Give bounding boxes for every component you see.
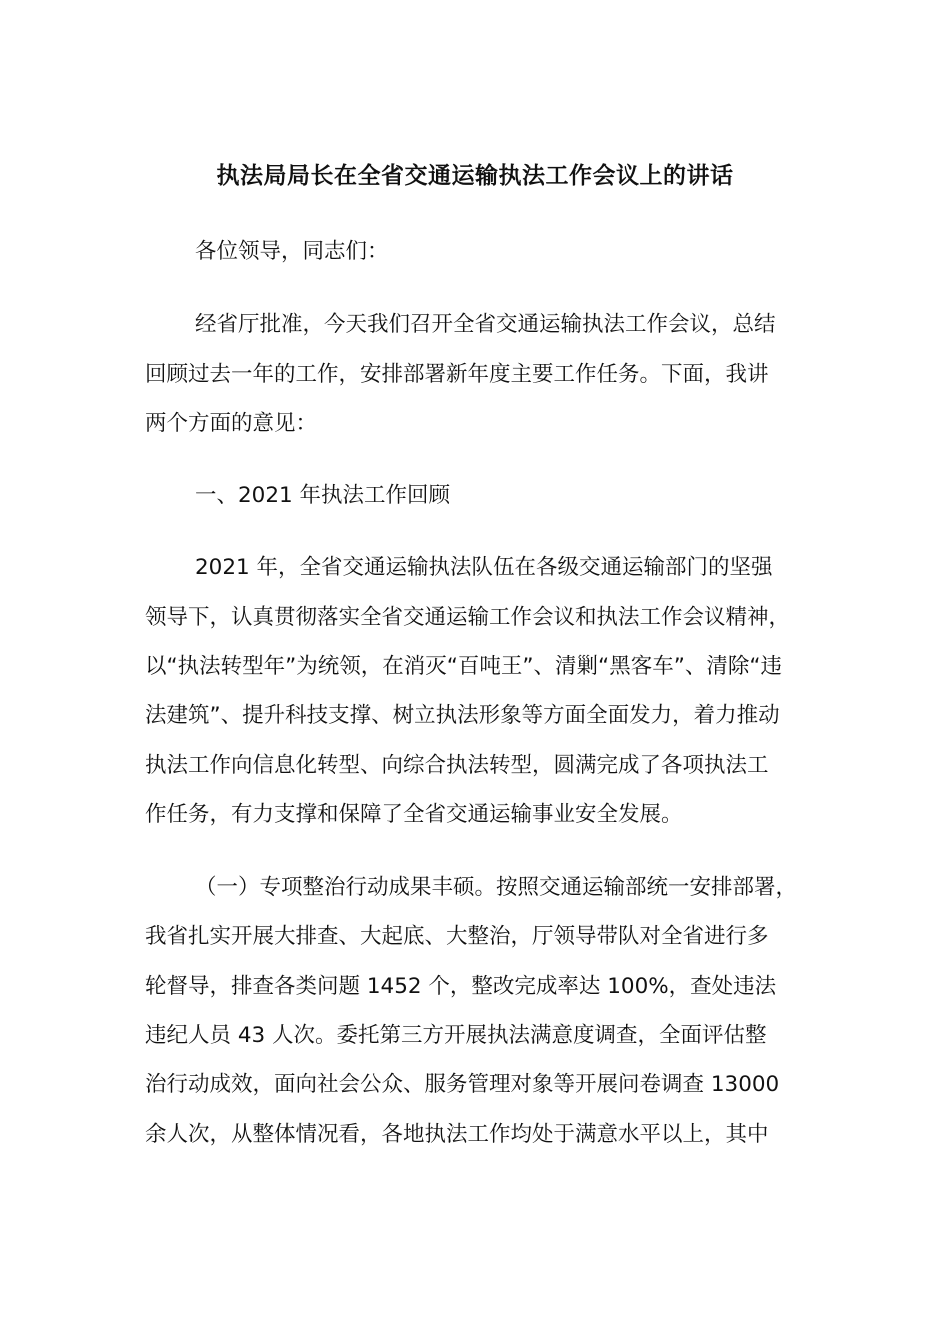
paragraph-line: （一）专项整治行动成果丰硕。按照交通运输部统一安排部署， [195, 875, 798, 900]
paragraph-line: 2021 年，全省交通运输执法队伍在各级交通运输部门的坚强 [195, 555, 773, 580]
document-title: 执法局局长在全省交通运输执法工作会议上的讲话 [216, 163, 734, 189]
paragraph-line: 法建筑”、提升科技支撑、树立执法形象等方面全面发力，着力推动 [145, 703, 780, 728]
section-heading: 一、2021 年执法工作回顾 [195, 483, 451, 508]
paragraph-line: 余人次，从整体情况看，各地执法工作均处于满意水平以上，其中 [145, 1122, 769, 1147]
paragraph-line: 作任务，有力支撑和保障了全省交通运输事业安全发展。 [145, 802, 683, 827]
paragraph-line: 以“执法转型年”为统领，在消灭“百吨王”、清剿“黑客车”、清除“违 [145, 654, 782, 679]
paragraph-line: 违纪人员 43 人次。委托第三方开展执法满意度调查，全面评估整 [145, 1023, 767, 1048]
paragraph-line: 轮督导，排查各类问题 1452 个，整改完成率达 100%，查处违法 [145, 974, 777, 999]
paragraph-line: 回顾过去一年的工作，安排部署新年度主要工作任务。下面，我讲 [145, 362, 769, 387]
paragraph-line: 经省厅批准，今天我们召开全省交通运输执法工作会议，总结 [195, 312, 776, 337]
paragraph-line: 执法工作向信息化转型、向综合执法转型，圆满完成了各项执法工 [145, 753, 769, 778]
paragraph-line: 领导下，认真贯彻落实全省交通运输工作会议和执法工作会议精神， [145, 605, 791, 630]
salutation: 各位领导，同志们： [195, 239, 389, 264]
paragraph-line: 我省扎实开展大排查、大起底、大整治，厅领导带队对全省进行多 [145, 924, 769, 949]
paragraph-line: 治行动成效，面向社会公众、服务管理对象等开展问卷调查 13000 [145, 1072, 780, 1097]
paragraph-line: 两个方面的意见： [145, 411, 318, 436]
